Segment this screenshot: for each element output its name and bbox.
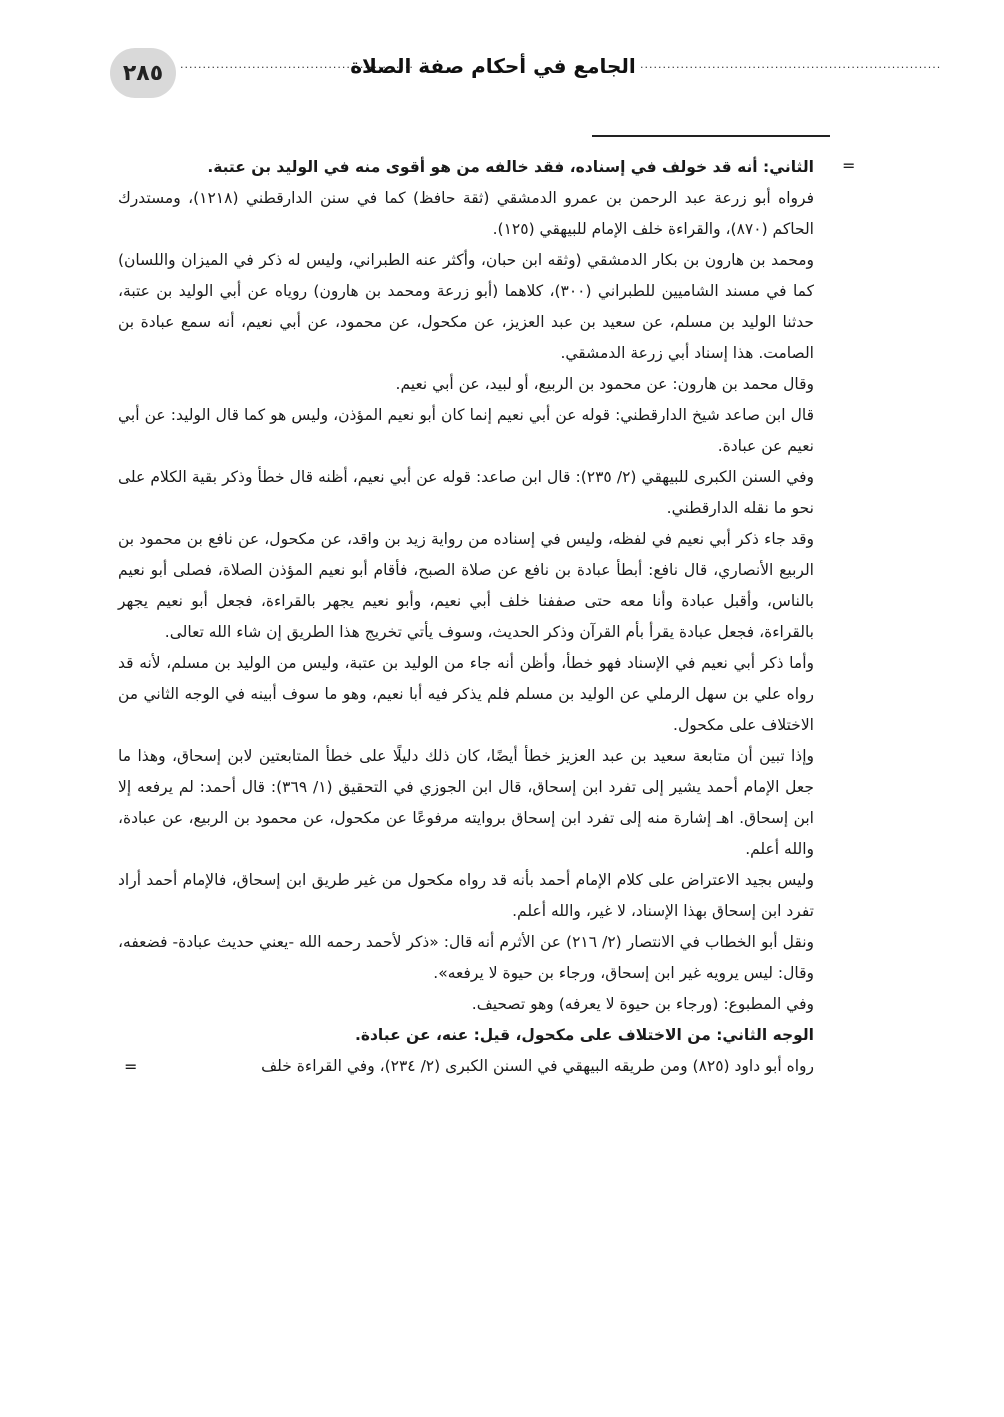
paragraph-10: وليس بجيد الاعتراض على كلام الإمام أحمد بأنه قد رواه مكحول من غير طريق ابن إسحاق، فالإمام أحمد أراد تفرد ابن إسحاق بهذا الإسناد، لا غير، والله أعلم.	[118, 871, 814, 920]
last-line-continuation-mark: =	[124, 1057, 138, 1076]
paragraph-7: وقد جاء ذكر أبي نعيم في لفظه، وليس في إسناده من رواية زيد بن واقد، عن مكحول، عن نافع بن محمود بن الربيع الأنصاري، قال نافع: أبطأ عبادة بن نافع عن صلاة الصبح، فأقام أبو نعيم المؤذن الصلاة، فصلى أبو نعيم بالناس، وأقبل عبادة وأنا معه حتى صففنا خلف أبي نعيم، وأبو نعيم يجهر بالقراءة، فجعل أبو نعيم يجهر بالقراءة، فجعل عبادة يقرأ بأم القرآن وذكر الحديث، وسوف يأتي تخريج هذا الطريق إن شاء الله تعالى.	[118, 530, 814, 641]
paragraph-8: وأما ذكر أبي نعيم في الإسناد فهو خطأ، وأظن أنه جاء من الوليد بن عتبة، وليس من الوليد بن مسلم، لأنه قد رواه علي بن سهل الرملي عن الوليد بن مسلم فلم يذكر فيه أبا نعيم، وهو ما سوف أبينه في الوجه الثاني من الاختلاف على مكحول.	[118, 654, 814, 734]
header-dots-right: ...................................................................	[640, 58, 942, 71]
paragraph-9: وإذا تبين أن متابعة سعيد بن عبد العزيز خطأ أيضًا، كان ذلك دليلًا على خطأ المتابعتين لابن إسحاق، وهذا ما جعل الإمام أحمد يشير إلى تفرد ابن إسحاق، قال ابن الجوزي في التحقيق (١/ ٣٦٩): قال أحمد: لم يرفعه إلا ابن إسحاق. اهـ إشارة منه إلى تفرد ابن إسحاق بروايته مرفوعًا عن مكحول، عن محمود بن الربيع، عن عبادة، والله أعلم.	[118, 747, 814, 858]
paragraph-13-heading: الوجه الثاني: من الاختلاف على مكحول، قيل: عنه، عن عبادة.	[354, 1026, 814, 1044]
paragraph-2: فرواه أبو زرعة عبد الرحمن بن عمرو الدمشقي (ثقة حافظ) كما في سنن الدارقطني (١٢١٨)، ومستدرك الحاكم (٨٧٠)، والقراءة خلف الإمام للبيهقي (١٢٥).	[118, 189, 814, 238]
paragraph-12: وفي المطبوع: (ورجاء بن حيوة لا يعرفه) وهو تصحيف.	[471, 995, 814, 1013]
paragraph-3: ومحمد بن هارون بن بكار الدمشقي (وثقه ابن حبان، وأكثر عنه الطبراني، وليس له ذكر في الميزان واللسان) كما في مسند الشاميين للطبراني (٣٠٠)، كلاهما (أبو زرعة ومحمد بن هارون) روياه عن أبي الوليد بن عتبة، حدثنا الوليد بن مسلم، عن سعيد بن عبد العزيز، عن مكحول، عن محمود، عن أبي نعيم، أنه سمع عبادة بن الصامت. هذا إسناد أبي زرعة الدمشقي.	[118, 251, 815, 362]
page-number: ٢٨٥	[110, 48, 176, 98]
paragraph-5: قال ابن صاعد شيخ الدارقطني: قوله عن أبي نعيم إنما كان أبو نعيم المؤذن، وليس هو كما قال الوليد: عن أبي نعيم عن عبادة.	[118, 406, 814, 455]
footnote-body	[118, 152, 814, 1082]
header-dots-left: ....................................................	[180, 58, 414, 71]
footnote-separator-rule	[592, 135, 830, 137]
paragraph-11: ونقل أبو الخطاب في الانتصار (٢/ ٢١٦) عن الأثرم أنه قال: «ذكر لأحمد رحمه الله -يعني حديث عبادة- فضعفه، وقال: ليس يرويه غير ابن إسحاق، ورجاء بن حيوة لا يرفعه».	[118, 933, 814, 982]
paragraph-6: وفي السنن الكبرى للبيهقي (٢/ ٢٣٥): قال ابن صاعد: قوله عن أبي نعيم، أظنه قال خطأ وذكر بقية الكلام على نحو ما نقله الدارقطني.	[118, 468, 814, 517]
paragraph-1: الثاني: أنه قد خولف في إسناده، فقد خالفه من هو أقوى منه في الوليد بن عتبة.	[207, 158, 814, 176]
book-title: الجامع في أحكام صفة الصلاة	[350, 54, 636, 78]
paragraph-4: وقال محمد بن هارون: عن محمود بن الربيع، أو لبيد، عن أبي نعيم.	[395, 375, 814, 393]
last-line-text: رواه أبو داود (٨٢٥) ومن طريقه البيهقي في السنن الكبرى (٢/ ٢٣٤)، وفي القراءة خلف	[261, 1057, 814, 1075]
paragraph-last	[118, 1051, 814, 1082]
page-header	[0, 40, 1004, 100]
continuation-mark: =	[842, 156, 856, 175]
